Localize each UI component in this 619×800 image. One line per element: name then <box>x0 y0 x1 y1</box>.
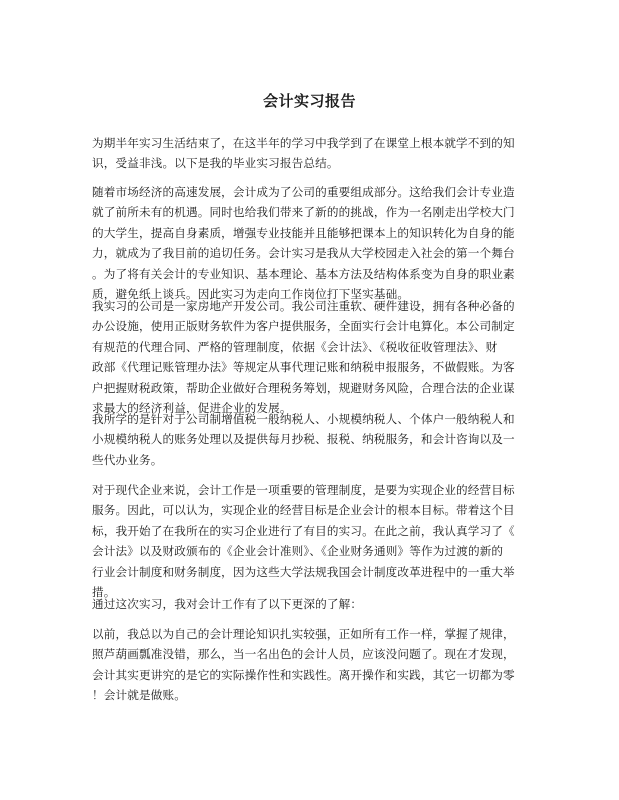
paragraph-management: 对于现代企业来说，会计工作是一项重要的管理制度，是要为实现企业的经营目标 服务。因此，可以认为，实现企业的经营目标是企业会计的根本目标。带着这个目 标，我开始了在我所在的实习企业进行了有目的实习。在此之前，我认真学习了《 会计法》以及财政颁布的《企业会计准则》、《企业财务通则》等作为过渡的新的 行业会计制度和财务制度，因为这些大学法规我国会计制度改革进程中的一重大举 措。 <box>92 483 515 600</box>
paragraph-intro: 为期半年实习生活结束了，在这半年的学习中我学到了在课堂上根本就学不到的知 识，受益非浅。以下是我的毕业实习报告总结。 <box>92 136 515 171</box>
paragraph-practice: 以前，我总以为自己的会计理论知识扎实较强，正如所有工作一样，掌握了规律， 照芦葫画瓢准没错，那么，当一名出色的会计人员，应该没问题了。现在才发现， 会计其实更讲究的是它的实际操作性和实践性。离开操作和实践，其它一切都为零 ！会计就是做账。 <box>92 627 515 703</box>
paragraph-understanding-intro: 通过这次实习，我对会计工作有了以下更深的了解： <box>92 597 363 611</box>
paragraph-company: 我实习的公司是一家房地产开发公司。我公司注重软、硬件建设，拥有各种必备的 办公设施，使用正版财务软件为客户提供服务，全面实行会计电算化。本公司制定 有规范的代理合同、严格的管理制度，依据《会计法》、《税收征收管理法》、财 政部《代理记账管理办法》等规定从事代理记账和纳税申报服务，不做假账。为客 户把握财税政策，帮助企业做好合理税务筹划，规避财务风险，合理合法的企业谋 求最大的经济利益，促进企业的发展。 <box>92 299 515 416</box>
document-title: 会计实习报告 <box>262 92 356 110</box>
paragraph-learning: 我所学的是针对于公司制增值税一般纳税人、小规模纳税人、个体户一般纳税人和 小规模纳税人的账务处理以及提供每月抄税、报税、纳税服务，和会计咨询以及一 些代办业务。 <box>92 412 515 467</box>
paragraph-background: 随着市场经济的高速发展，会计成为了公司的重要组成部分。这给我们会计专业造 就了前所未有的机遇。同时也给我们带来了新的的挑战，作为一名刚走出学校大门 的大学生，提高自身素质，增强专业技能并且能够把课本上的知识转化为自身的能 力，就成为了我目前的追切任务。会计实习是我从大学校园走入社会的第一个舞台 。为了将有关会计的专业知识、基本理论、基本方法及结构体系变为自身的职业素 质，避免纸上谈兵。因此实习为走向工作岗位打下坚实基础。 <box>92 185 515 302</box>
